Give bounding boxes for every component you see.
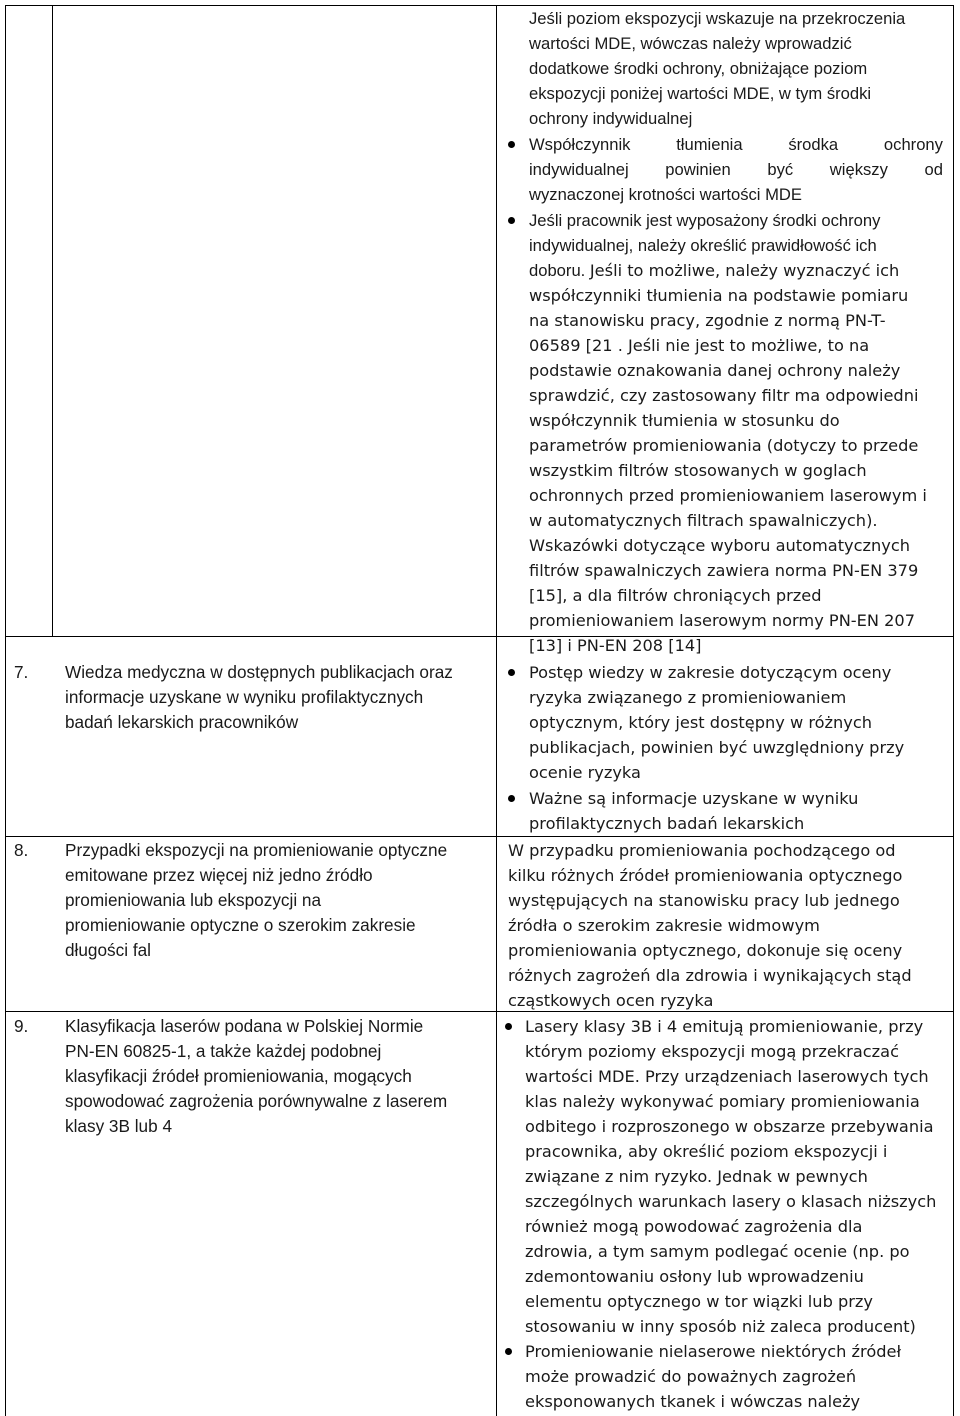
paragraph-line: pracownika, aby określić poziom ekspozycji i [525, 1142, 888, 1161]
item-9-line: klasy 3B lub 4 [65, 1116, 173, 1136]
word: powinien [665, 160, 731, 179]
paragraph-line: ochrony indywidualnej [529, 109, 693, 128]
paragraph-line: [15], a dla filtrów chroniących przed [529, 586, 822, 605]
item-number: 9. [14, 1016, 29, 1036]
paragraph-line: związane z nim ryzyko. Jednak w pewnych [525, 1167, 868, 1186]
paragraph-line: kilku różnych źródeł promieniowania optycznego [508, 866, 903, 885]
paragraph-line: profilaktycznych badań lekarskich [529, 814, 805, 833]
word: od [924, 160, 943, 179]
paragraph-line: zdemontowaniu osłony lub wprowadzeniu [525, 1267, 864, 1286]
paragraph-line [529, 157, 943, 182]
paragraph-line: szczególnych warunkach lasery o klasach niższych [525, 1192, 937, 1211]
paragraph-line: elementu optycznego w tor wiązki lub przy [525, 1292, 873, 1311]
paragraph-line: [13] i PN-EN 208 [14] [529, 636, 702, 655]
paragraph-line: ochronnych przed promieniowaniem laserowym i [529, 486, 927, 505]
paragraph-line: może prowadzić do poważnych zagrożeń [525, 1367, 857, 1386]
row-divider-7-8 [5, 836, 954, 837]
bullet-icon [508, 141, 515, 148]
word: większy [829, 160, 888, 179]
paragraph-line: stosowaniu w inny sposób niż zaleca producent) [525, 1317, 916, 1336]
paragraph-line: W przypadku promieniowania pochodzącego od [508, 841, 896, 860]
item-9-line: Klasyfikacja laserów podana w Polskiej Normie [65, 1016, 424, 1036]
item-9-line: spowodować zagrożenia porównywalne z laserem [65, 1091, 448, 1111]
paragraph-line: Wskazówki dotyczące wyboru automatycznych [529, 536, 911, 555]
item-8-line: emitowane przez więcej niż jedno źródło [65, 865, 373, 885]
bullet-icon [508, 795, 515, 802]
paragraph-line: zdrowia, a tym samym podlegać ocenie (np. po [525, 1242, 910, 1261]
paragraph-line: ryzyka związanego z promieniowaniem [529, 688, 847, 707]
bullet-icon [505, 1023, 512, 1030]
word: ochrony [883, 135, 943, 154]
item-8-line: długości fal [65, 940, 151, 960]
paragraph-line: filtrów spawalniczych zawiera norma PN-EN 379 [529, 561, 919, 580]
paragraph-line: parametrów promieniowania (dotyczy to przede [529, 436, 919, 455]
paragraph-line: różnych zagrożeń dla zdrowia i wynikających stąd [508, 966, 912, 985]
paragraph-line: Lasery klasy 3B i 4 emitują promieniowanie, przy [525, 1017, 924, 1036]
paragraph-line: klas należy wykonywać pomiary promieniowania [525, 1092, 920, 1111]
item-9-line: PN-EN 60825-1, a także każdej podobnej [65, 1041, 382, 1061]
item-8-line: Przypadki ekspozycji na promieniowanie optyczne [65, 840, 448, 860]
paragraph-line: którym poziomy ekspozycji mogą przekraczać [525, 1042, 899, 1061]
paragraph-line: optycznym, który jest dostępny w różnych [529, 713, 873, 732]
paragraph-line: promieniowaniem laserowym normy PN-EN 207 [529, 611, 916, 630]
paragraph-line: na stanowisku pracy, zgodnie z normą PN-T- [529, 311, 886, 330]
paragraph-line: sprawdzić, czy zastosowany filtr ma odpowiedni [529, 386, 919, 405]
paragraph-line: występujących na stanowisku pracy lub jednego [508, 891, 900, 910]
paragraph-line: współczynniki tłumienia na podstawie pomiaru [529, 286, 909, 305]
paragraph-line: cząstkowych ocen ryzyka [508, 991, 714, 1010]
item-9-line: klasyfikacji źródeł promieniowania, mogących [65, 1066, 412, 1086]
word: środka [788, 135, 839, 154]
item-number: 7. [14, 662, 29, 682]
paragraph-line: podstawie oznakowania danej ochrony należy [529, 361, 901, 380]
paragraph-line: ekspozycji poniżej wartości MDE, w tym środki [529, 84, 872, 103]
paragraph-line: promieniowania optycznego, dokonuje się oceny [508, 941, 903, 960]
paragraph-line: dodatkowe środki ochrony, obniżające poziom [529, 59, 868, 78]
table-border-col1 [52, 5, 53, 636]
item-7-line: badań lekarskich pracowników [65, 712, 299, 732]
word: Współczynnik [529, 135, 631, 154]
paragraph-line: Promieniowanie nielaserowe niektórych źródeł [525, 1342, 902, 1361]
paragraph-line: w automatycznych filtrach spawalniczych). [529, 511, 878, 530]
bullet-icon [505, 1348, 512, 1355]
paragraph-line: Postęp wiedzy w zakresie dotyczącym oceny [529, 663, 892, 682]
paragraph-line: źródła o szerokim zakresie widmowym [508, 916, 820, 935]
paragraph-line: wartości MDE, wówczas należy wprowadzić [529, 34, 852, 53]
paragraph-line: 06589 [21 . Jeśli nie jest to możliwe, to na [529, 336, 870, 355]
item-8-line: promieniowania lub ekspozycji na [65, 890, 322, 910]
paragraph-line: Ważne są informacje uzyskane w wyniku [529, 789, 859, 808]
item-number: 8. [14, 840, 29, 860]
paragraph-line: Jeśli pracownik jest wyposażony środki ochrony [529, 211, 881, 230]
bullet-icon [508, 217, 515, 224]
paragraph-line: indywidualnej, należy określić prawidłowość ich [529, 236, 877, 255]
paragraph-line: odbitego i rozproszonego w obszarze przebywania [525, 1117, 934, 1136]
text-run: doboru. [529, 261, 586, 280]
text-run: Jeśli to możliwe, należy wyznaczyć ich [589, 261, 900, 280]
paragraph-line: Jeśli poziom ekspozycji wskazuje na przekroczenia [529, 9, 906, 28]
paragraph-line [529, 132, 943, 157]
table-border-left [5, 5, 6, 1416]
bullet-icon [508, 669, 515, 676]
table-border-middle [496, 5, 497, 1416]
item-7-line: Wiedza medyczna w dostępnych publikacjach oraz [65, 662, 453, 682]
word: tłumienia [676, 135, 743, 154]
word: indywidualnej [529, 160, 629, 179]
paragraph-line: współczynnik tłumienia w stosunku do [529, 411, 840, 430]
paragraph-line: również mogą powodować zagrożenia dla [525, 1217, 863, 1236]
paragraph-line: publikacjach, powinien być uwzględniony przy [529, 738, 905, 757]
row-divider-6-7 [5, 636, 954, 637]
paragraph-line [529, 258, 899, 283]
paragraph-line: wyznaczonej krotności wartości MDE [529, 185, 802, 204]
word: być [767, 160, 794, 179]
table-border-right [953, 5, 954, 1416]
paragraph-line: wartości MDE. Przy urządzeniach laserowych tych [525, 1067, 929, 1086]
paragraph-line: wszystkim filtrów stosowanych w goglach [529, 461, 867, 480]
item-8-line: promieniowanie optyczne o szerokim zakresie [65, 915, 416, 935]
row-divider-8-9 [5, 1011, 954, 1012]
item-7-line: informacje uzyskane w wyniku profilaktycznych [65, 687, 424, 707]
paragraph-line: eksponowanych tkanek i wówczas należy [525, 1392, 861, 1411]
paragraph-line: ocenie ryzyka [529, 763, 641, 782]
